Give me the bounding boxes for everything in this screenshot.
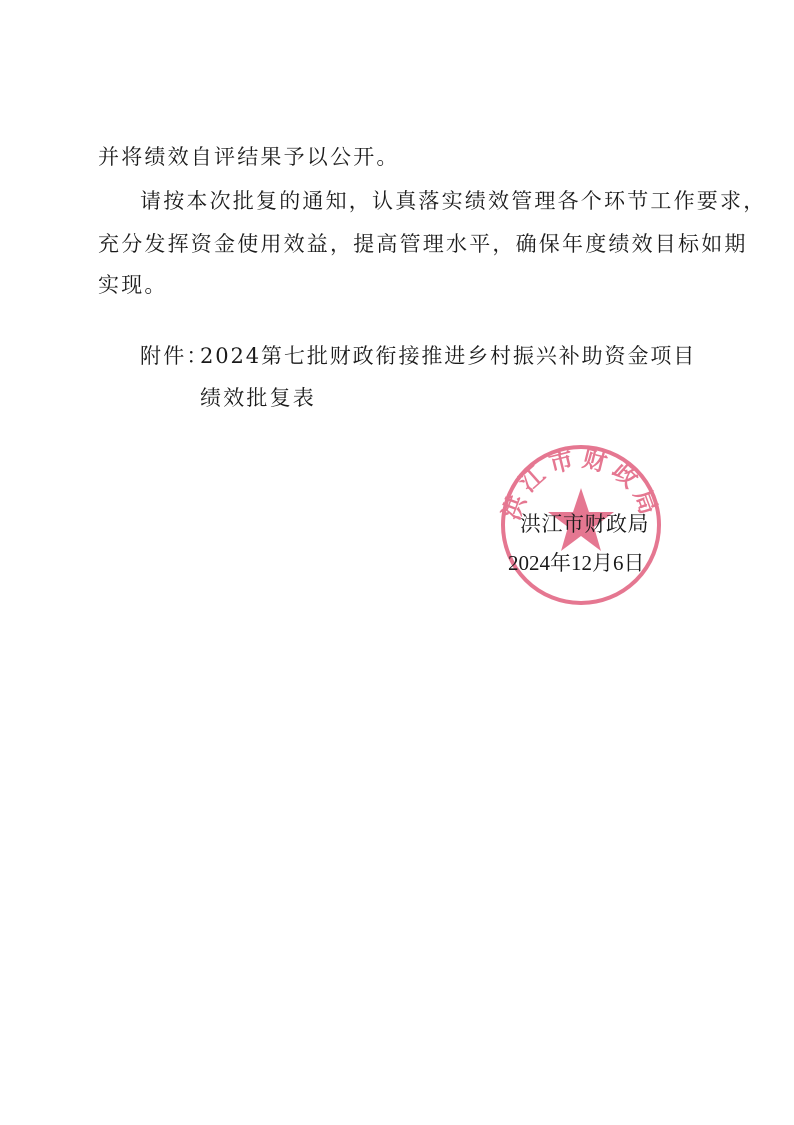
seal-text: 洪江市财政局 — [497, 444, 665, 524]
attachment-title-line-2: 绩效批复表 — [200, 386, 316, 410]
paragraph-2-line-2: 充分发挥资金使用效益，提高管理水平，确保年度绩效目标如期 — [98, 232, 748, 256]
paragraph-2-line-3: 实现。 — [98, 273, 168, 297]
issuer-name: 洪江市财政局 — [520, 512, 649, 536]
attachment-label: 附件： — [140, 344, 210, 368]
attachment-title-line-1: 2024第七批财政衔接推进乡村振兴补助资金项目 — [200, 344, 697, 368]
paragraph-1-tail: 并将绩效自评结果予以公开。 — [98, 145, 400, 169]
paragraph-2-line-1: 请按本次批复的通知，认真落实绩效管理各个环节工作要求， — [140, 189, 767, 213]
issue-date: 2024年12月6日 — [508, 551, 645, 575]
